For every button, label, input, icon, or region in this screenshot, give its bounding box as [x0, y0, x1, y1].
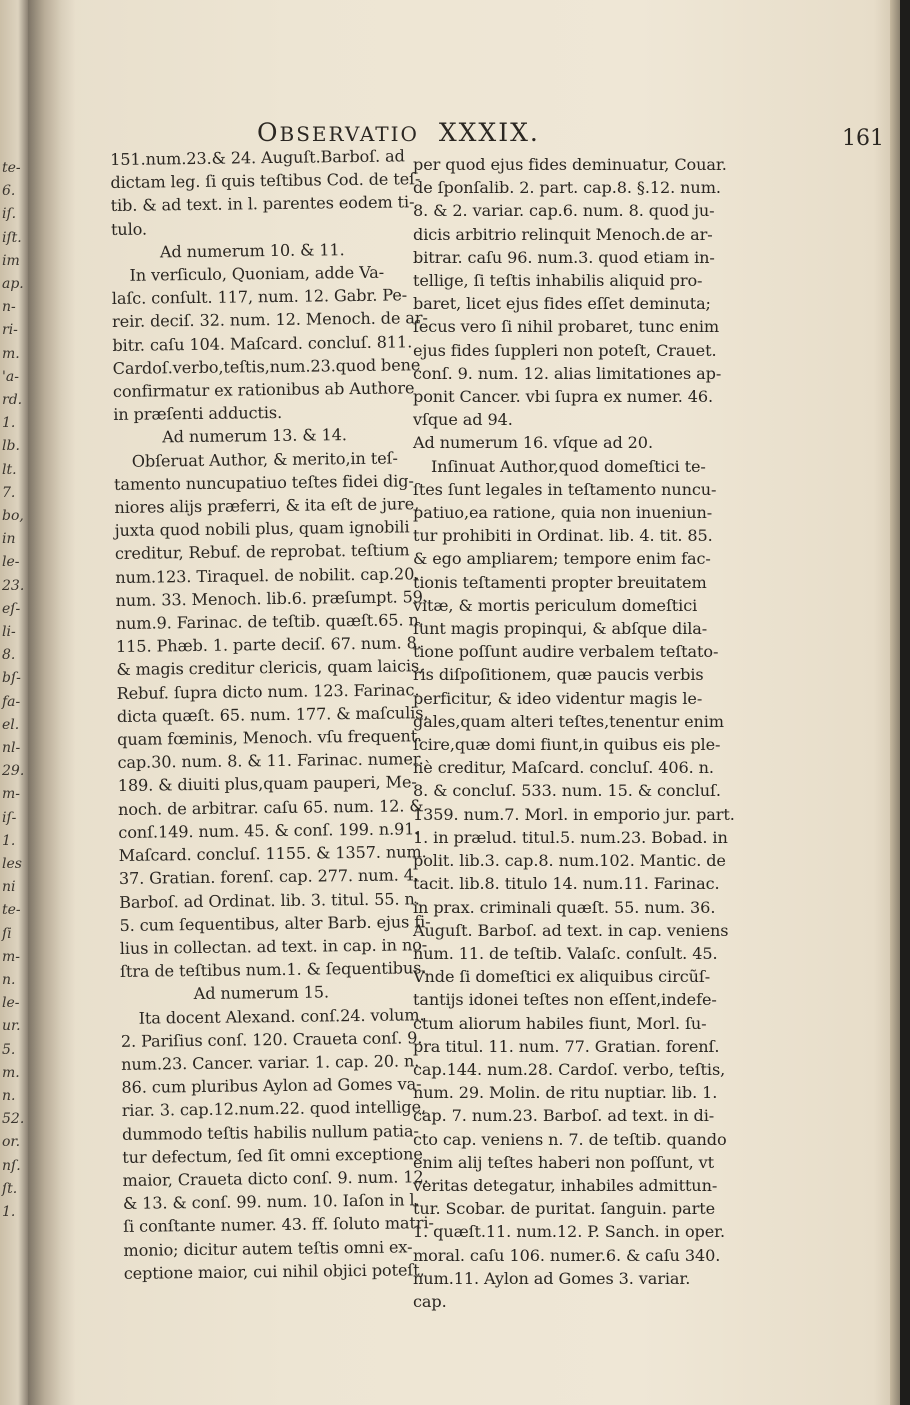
text-line: riar. 3. cap.12.num.22. quod intellige, — [121, 1097, 427, 1121]
facing-page-fragment: 1. — [2, 1204, 16, 1220]
text-line: 8. & concluſ. 533. num. 15. & concluſ. — [413, 781, 721, 801]
facing-page-fragment: li- — [2, 624, 16, 640]
facing-page-fragment: nl- — [2, 740, 21, 756]
text-line: dicis arbitrio relinquit Menoch.de ar- — [413, 224, 713, 244]
text-line: enim alij teſtes haberi non poſſunt, vt — [413, 1152, 714, 1172]
text-line: 1. in prælud. titul.5. num.23. Bobad. in — [413, 827, 728, 847]
text-line: Rebuf. ſupra dicto num. 123. Farinac. — [116, 679, 420, 703]
header-observation-number: XXXIX. — [438, 118, 540, 147]
facing-page-fragment: n- — [2, 299, 16, 316]
facing-page-fragment: m- — [2, 948, 21, 965]
text-line: Barboſ. ad Ordinat. lib. 3. titul. 55. n. — [119, 888, 420, 912]
text-line: num.123. Tiraquel. de nobilit. cap.20. — [115, 563, 420, 587]
facing-page-fragment: 'a- — [2, 368, 19, 385]
text-line: tamento nuncupatiuo teſtes fidei dig- — [113, 471, 414, 494]
text-line: Vnde ſi domeſtici ex aliquibus circũſ- — [413, 967, 711, 987]
text-line: ris diſpoſitionem, quæ paucis verbis — [413, 665, 704, 685]
text-line: tib. & ad text. in l. parentes eodem ti- — [110, 192, 415, 216]
text-line: de ſponſalib. 2. part. cap.8. §.12. num. — [413, 178, 721, 198]
text-line: juxta quod nobili plus, quam ignobili — [114, 517, 410, 541]
text-line: Inſinuat Author,quod domeſtici te- — [431, 456, 706, 476]
text-line: vitæ, & mortis periculum domeſtici — [413, 595, 698, 615]
text-line: per quod ejus fides deminuatur, Couar. — [413, 155, 727, 174]
page-gutter-shadow — [28, 0, 76, 1405]
facing-page-fragment: 1. — [2, 832, 16, 849]
facing-page-fragment: les — [2, 856, 22, 872]
facing-page-fragment: bſ- — [2, 670, 21, 687]
text-line: ſecus vero ſi nihil probaret, tunc enim — [413, 317, 720, 337]
text-line: 1. quæſt.11. num.12. P. Sanch. in oper. — [413, 1222, 726, 1242]
text-line: ſcire,quæ domi fiunt,in quibus eis ple- — [413, 735, 721, 755]
text-line: num. 33. Menoch. lib.6. præſumpt. 59. — [115, 587, 429, 610]
facing-page-fragment: eſ- — [2, 600, 21, 617]
text-line: vſque ad 94. — [413, 410, 513, 430]
facing-page-fragment: 1. — [2, 415, 16, 432]
facing-page-fragment: ſi — [2, 925, 12, 942]
text-line: tantijs idonei teſtes non eſſent,indefe- — [413, 990, 717, 1010]
facing-page-fragment: im — [2, 252, 20, 269]
facing-page-fragment: iſ- — [2, 809, 17, 826]
text-line: 1359. num.7. Morl. in emporio jur. part. — [413, 804, 735, 824]
text-line: Cardoſ.verbo,teſtis,num.23.quod bene — [112, 355, 421, 378]
text-line: dummodo teſtis habilis nullum patia- — [121, 1120, 419, 1144]
text-line: tellige, ſi teſtis inhabilis aliquid pro- — [413, 271, 703, 291]
text-line: cap. 7. num.23. Barboſ. ad text. in di- — [413, 1106, 715, 1126]
facing-page-fragment: ri- — [2, 322, 18, 339]
facing-page-fragment: 6. — [2, 183, 16, 200]
text-line: Ita docent Alexand. conſ.24. volum. — [138, 1004, 425, 1028]
text-line: niores alijs præferri, & ita eſt de jure, — [114, 494, 420, 518]
text-line: 5. cum ſequentibus, alter Barb. ejus fi- — [119, 911, 431, 935]
text-line: lius in collectan. ad text. in cap. in no- — [119, 935, 428, 958]
left-text-column — [110, 145, 434, 1285]
text-line: conſ.149. num. 45. & conſ. 199. n.91. — [118, 819, 420, 842]
text-line: cto cap. veniens n. 7. de teſtib. quando — [413, 1129, 727, 1149]
text-line: tione poſſunt audire verbalem teſtato- — [413, 642, 719, 662]
text-line: In verſiculo, Quoniam, adde Va- — [129, 262, 385, 285]
text-line: maior, Craueta dicto conſ. 9. num. 12. — [122, 1167, 429, 1190]
facing-page-fragment: lb. — [2, 438, 20, 455]
facing-page-fragment: iſ. — [2, 206, 17, 223]
page-edge — [890, 0, 900, 1405]
header-initial: O — [257, 118, 280, 147]
facing-page-fragment: te- — [2, 160, 21, 176]
text-line: num.23. Cancer. variar. 1. cap. 20. n. — [121, 1051, 420, 1074]
text-line: Auguſt. Barboſ. ad text. in cap. veniens — [413, 920, 729, 940]
text-line: Maſcard. concluſ. 1155. & 1357. num. — [118, 842, 427, 866]
text-line: & magis creditur clericis, quam laicis, — [116, 656, 425, 680]
text-line: polit. lib.3. cap.8. num.102. Mantic. de — [413, 851, 726, 871]
text-line: ponit Cancer. vbi ſupra ex numer. 46. — [413, 387, 714, 407]
text-line: num.9. Farinac. de teſtib. quæſt.65. n. — [115, 610, 424, 634]
text-line: 115. Phæb. 1. parte deciſ. 67. num. 8. — [115, 633, 422, 657]
facing-page-fragment: fa- — [2, 693, 21, 710]
text-line: Ad numerum 16. vſque ad 20. — [413, 433, 653, 453]
facing-page-fragment: 23. — [2, 577, 25, 594]
text-line: dictam leg. ſi quis teſtibus Cod. de teſ- — [110, 169, 421, 193]
facing-page-fragment: bo, — [2, 508, 24, 524]
text-line: ctum aliorum habiles fiunt, Morl. ſu- — [413, 1013, 707, 1033]
facing-page-fragment: le- — [2, 554, 20, 571]
text-line: monio; dicitur autem teſtis omni ex- — [123, 1236, 413, 1260]
text-line: Obſeruat Author, & merito,in teſ- — [131, 448, 398, 471]
text-line: Ad numerum 15. — [193, 982, 330, 1004]
text-line: 189. & diuiti plus,quam pauperi, Me- — [117, 772, 417, 796]
text-line: cap. — [413, 1291, 447, 1311]
facing-page-fragment: n. — [2, 1088, 16, 1104]
text-line: perficitur, & ideo videntur magis le- — [413, 688, 703, 708]
text-line: laſc. conſult. 117, num. 12. Gabr. Pe- — [111, 285, 408, 309]
header-word: BSERVATIO — [279, 122, 419, 146]
text-line: ſtra de teſtibus num.1. & ſequentibus. — [119, 958, 427, 982]
facing-page-fragment: ap. — [2, 276, 24, 292]
text-line: ſtes ſunt legales in teſtamento nuncu- — [413, 479, 717, 499]
text-line: Ad numerum 13. & 14. — [162, 425, 348, 447]
text-line: cap.30. num. 8. & 11. Farinac. numer. — [117, 749, 424, 773]
facing-page-fragment: iſt. — [2, 229, 22, 246]
text-line: quam fœminis, Menoch. vſu frequent. — [117, 726, 423, 750]
facing-page-fragment: m. — [2, 1064, 20, 1081]
text-line: pra titul. 11. num. 77. Gratian. forenſ. — [413, 1036, 720, 1056]
text-line: & 13. & conſ. 99. num. 10. Iaſon in l. — [122, 1190, 420, 1214]
text-line: conſ. 9. num. 12. alias limitationes ap- — [413, 363, 722, 383]
facing-page-fragment: 5. — [2, 1041, 16, 1058]
text-line: ſi conſtante numer. 43. ff. ſoluto matri- — [123, 1213, 434, 1237]
text-line: moral. caſu 106. numer.6. & caſu 340. — [413, 1245, 721, 1265]
facing-page-fragment: m- — [2, 786, 21, 803]
text-line: in prax. criminali quæſt. 55. num. 36. — [413, 897, 716, 917]
text-line: reir. deciſ. 32. num. 12. Menoch. de ar- — [112, 308, 428, 332]
facing-page-fragment: 7. — [2, 484, 16, 501]
facing-page-fragment: le- — [2, 995, 20, 1012]
text-line: noch. de arbitrar. caſu 65. num. 12. & — [117, 795, 424, 819]
text-line: 8. & 2. variar. cap.6. num. 8. quod ju- — [413, 201, 715, 221]
text-line: 37. Gratian. forenſ. cap. 277. num. 4. — [118, 865, 419, 889]
text-line: ceptione maior, cui nihil objici poteſt, — [123, 1259, 425, 1283]
facing-page-fragment: m. — [2, 345, 20, 362]
facing-page-fragment: lt. — [2, 461, 17, 478]
text-line: in præſenti adductis. — [113, 403, 283, 425]
facing-page-fragment: te- — [2, 902, 21, 919]
text-line: cap.144. num.28. Cardoſ. verbo, teſtis, — [413, 1059, 726, 1079]
text-line: bitr. caſu 104. Maſcard. concluſ. 811. — [112, 331, 413, 355]
running-header — [257, 118, 540, 147]
text-line: Ad numerum 10. & 11. — [159, 239, 345, 262]
text-line: num.11. Aylon ad Gomes 3. variar. — [413, 1268, 691, 1288]
text-line: creditur, Rebuf. de reprobat. teſtium — [114, 540, 410, 564]
facing-page-fragment: 8. — [2, 647, 16, 664]
text-line: patiuo,ea ratione, quia non inueniun- — [413, 503, 713, 523]
right-text-column — [413, 153, 743, 1313]
text-line: dicta quæſt. 65. num. 177. & maſculis, — [116, 703, 429, 726]
facing-page-edge — [0, 0, 30, 1405]
text-line: num. 29. Molin. de ritu nuptiar. lib. 1. — [413, 1083, 718, 1103]
facing-page-fragment: 52. — [2, 1111, 25, 1128]
text-line: tulo. — [110, 219, 148, 239]
text-line: num. 11. de teſtib. Valaſc. conſult. 45. — [413, 943, 718, 963]
text-line: bitrar. caſu 96. num.3. quod etiam in- — [413, 247, 715, 267]
text-line: confirmatur ex rationibus ab Authore — [112, 378, 415, 402]
facing-page-fragment: 29. — [2, 763, 25, 780]
text-line: tur prohibiti in Ordinat. lib. 4. tit. 85. — [413, 526, 713, 546]
facing-page-fragment: n. — [2, 972, 16, 988]
facing-page-fragment: ur. — [2, 1018, 21, 1035]
text-line: tur. Scobar. de puritat. ſanguin. parte — [413, 1199, 715, 1219]
facing-page-fragment: el. — [2, 716, 20, 733]
text-line: veritas detegatur, inhabiles admittun- — [413, 1175, 718, 1195]
text-line: 86. cum pluribus Aylon ad Gomes va- — [121, 1074, 422, 1098]
text-line: gales,quam alteri teſtes,tenentur enim — [413, 711, 724, 731]
text-line: baret, licet ejus fides eſſet deminuta; — [413, 294, 711, 314]
facing-page-fragment: or. — [2, 1134, 21, 1151]
text-line: tur defectum, ſed ſit omni exceptione — [122, 1143, 423, 1167]
facing-page-fragment: ni — [2, 879, 16, 896]
facing-page-fragment: rd. — [2, 392, 23, 408]
facing-page-fragment: in — [2, 531, 16, 548]
text-line: & ego ampliarem; tempore enim fac- — [413, 549, 711, 569]
text-line: ejus fides ſuppleri non poteſt, Crauet. — [413, 340, 717, 360]
text-line: nè creditur, Maſcard. concluſ. 406. n. — [413, 758, 714, 778]
text-line: tacit. lib.8. titulo 14. num.11. Farinac. — [413, 874, 720, 894]
text-line: 2. Pariſius conſ. 120. Craueta conſ. 9. — [120, 1027, 423, 1051]
page-number: 161 — [842, 126, 884, 151]
text-line: tionis teſtamenti propter breuitatem — [413, 572, 707, 592]
facing-page-fragment: ſt. — [2, 1180, 18, 1197]
text-line: ſunt magis propinqui, & abſque dila- — [413, 619, 708, 639]
text-line: 151.num.23.& 24. Auguſt.Barboſ. ad — [110, 146, 405, 169]
facing-page-fragment: nſ. — [2, 1157, 21, 1174]
